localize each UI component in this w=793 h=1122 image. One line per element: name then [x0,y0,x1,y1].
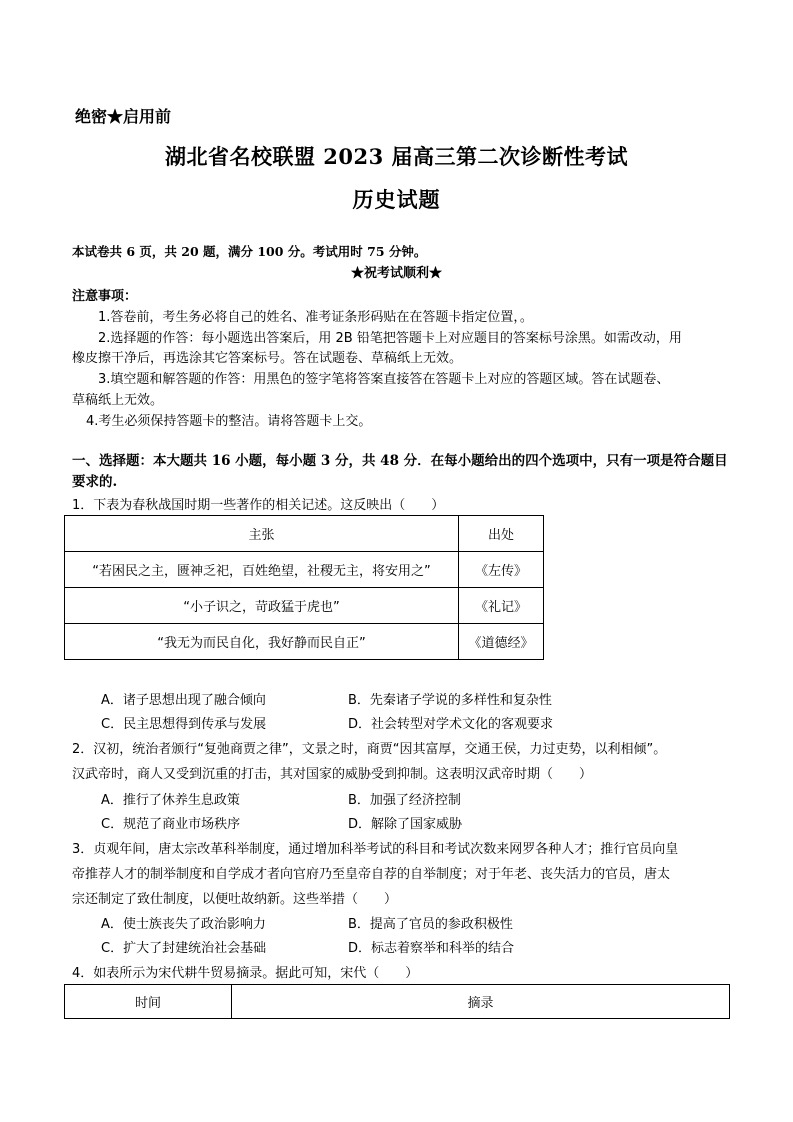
option-a: A．诸子思想出现了融合倾向 [101,693,266,708]
table-cell: 《礼记》 [459,588,544,624]
note-line: 3.填空题和解答题的作答：用黑色的签字笔将答案直接答在答题卡上对应的答题区域。答在试题卷、 [98,372,670,387]
table-header: 出处 [459,516,544,552]
note-line: 橡皮擦干净后，再选涂其它答案标号。答在试题卷、草稿纸上无效。 [72,351,463,366]
question-1-stem: 1．下表为春秋战国时期一些著作的相关记述。这反映出（ ） [72,498,445,513]
exam-subject: 历史试题 [352,187,441,212]
option-c: C．规范了商业市场秩序 [101,817,241,832]
note-line: 4.考生必须保持答题卡的整洁。请将答题卡上交。 [86,414,372,429]
question-3-line: 3．贞观年间，唐太宗改革科举制度，通过增加科举考试的科目和考试次数来网罗各种人才；推行官员向皇 [72,842,679,857]
table-cell: 《左传》 [459,552,544,588]
option-b: B．加强了经济控制 [348,793,461,808]
option-b: B．提高了官员的参政积极性 [348,917,513,932]
option-b: B．先秦诸子学说的多样性和复杂性 [348,693,552,708]
option-a: A．使士族丧失了政治影响力 [101,917,266,932]
section-heading: 一、选择题：本大题共 16 小题，每小题 3 分，共 48 分．在每小题给出的四个选项中，只有一项是符合题目要求的. [72,453,728,490]
good-luck-line: ★祝考试顺利★ [350,266,442,281]
question-4-stem: 4．如表所示为宋代耕牛贸易摘录。据此可知，宋代（ ） [72,966,419,981]
option-d: D．标志着察举和科举的结合 [348,941,515,956]
table-header: 时间 [65,985,232,1019]
note-line: 2.选择题的作答：每小题选出答案后，用 2B 铅笔把答题卡上对应题目的答案标号涂黑。如需改动，用 [98,331,682,346]
question-2-line: 汉武帝时，商人又受到沉重的打击，其对国家的威胁受到抑制。这表明汉武帝时期（ ） [72,767,593,782]
question-1-table [64,515,544,660]
notes-heading: 注意事项： [72,289,138,304]
note-line: 1.答卷前，考生务必将自己的姓名、准考证条形码贴在在答题卡指定位置，。 [98,310,533,325]
option-d: D．社会转型对学术文化的客观要求 [348,717,554,732]
option-d: D．解除了国家威胁 [348,817,463,832]
option-c: C．扩大了封建统治社会基础 [101,941,267,956]
table-cell: 《道德经》 [459,624,544,660]
option-a: A．推行了休养生息政策 [101,793,240,808]
question-2-line: 2．汉初，统治者颁行“复弛商贾之律”，文景之时，商贾“因其富厚，交通王侯，力过吏势，以利相倾”。 [72,742,667,757]
question-3-line: 帝推荐人才的制举制度和自学成才者向官府乃至皇帝自荐的自举制度；对于年老、丧失活力的官员，唐太 [72,867,671,882]
confidential-label: 绝密★启用前 [75,107,172,126]
option-c: C．民主思想得到传承与发展 [101,717,267,732]
exam-info: 本试卷共 6 页，共 20 题，满分 100 分。考试用时 75 分钟。 [72,244,427,259]
table-header: 主张 [65,516,459,552]
question-3-line: 宗还制定了致仕制度，以便吐故纳新。这些举措（ ） [72,892,398,907]
exam-title: 湖北省名校联盟 2023 届高三第二次诊断性考试 [164,144,629,169]
table-cell: “我无为而民自化，我好静而民自正” [65,624,459,660]
note-line: 草稿纸上无效。 [72,393,164,408]
table-cell: “小子识之，苛政猛于虎也” [65,588,459,624]
table-header: 摘录 [232,985,730,1019]
question-4-table [64,984,730,1019]
table-cell: “若困民之主，匮神乏祀，百姓绝望，社稷无主，将安用之” [65,552,459,588]
